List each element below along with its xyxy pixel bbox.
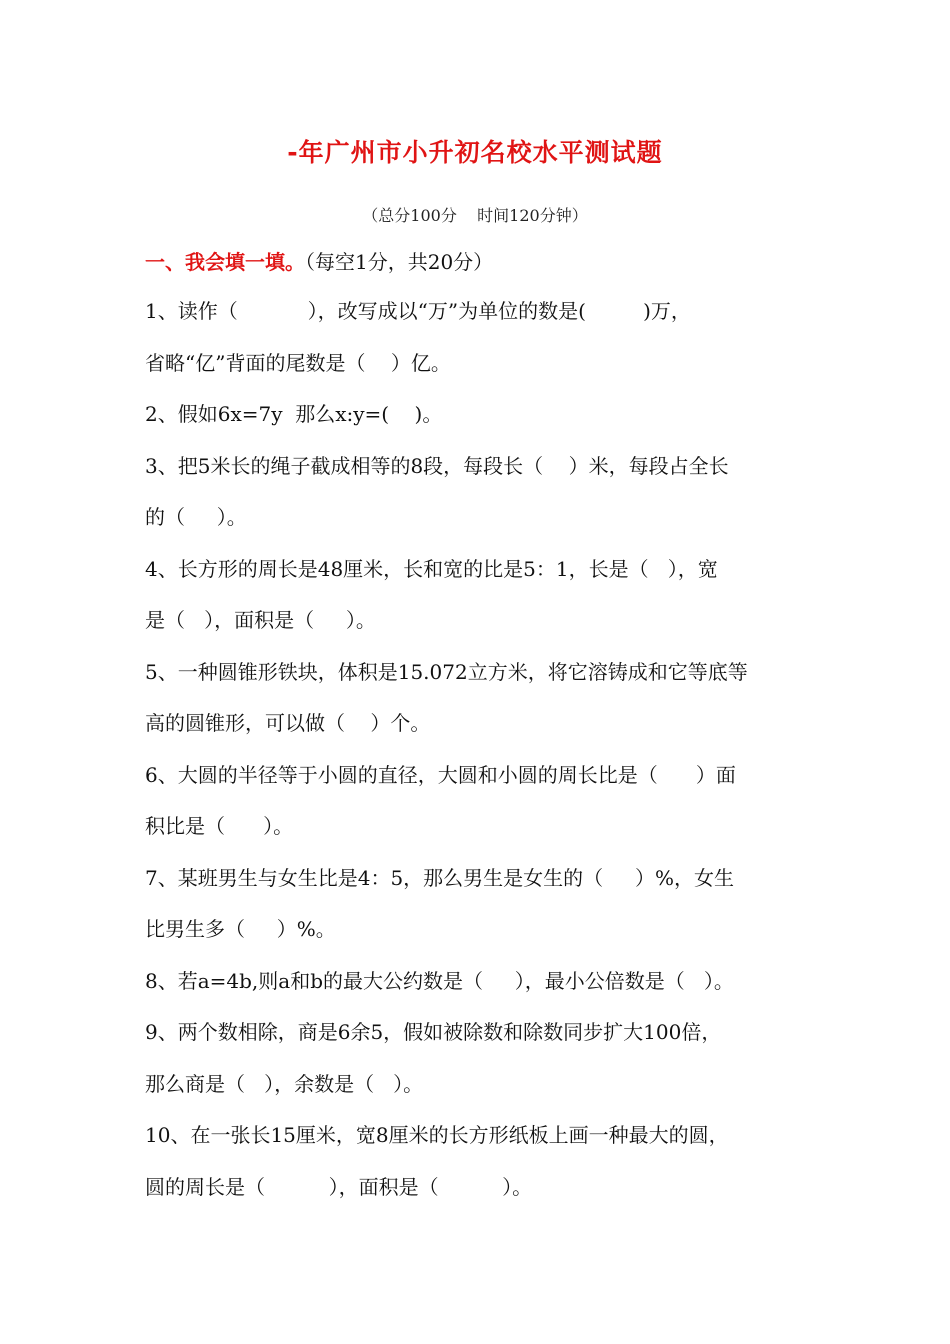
question-line: 9、两个数相除，商是6余5，假如被除数和除数同步扩大100倍， xyxy=(145,1020,722,1044)
section-title: 一、我会填一填。 xyxy=(145,250,305,274)
question-line: 5、一种圆锥形铁块，体积是15.072立方米，将它溶铸成和它等底等 xyxy=(145,660,748,684)
question-line: 8、若a=4b,则a和b的最大公约数是（ ），最小公倍数是（ ）。 xyxy=(145,969,734,993)
question-line: 高的圆锥形，可以做（ ）个。 xyxy=(145,711,431,735)
question-line: 2、假如6x=7y 那么x:y=( )。 xyxy=(145,402,443,426)
question-line: 那么商是（ ），余数是（ ）。 xyxy=(145,1072,424,1096)
page-title: -年广州市小升初名校水平测试题 xyxy=(287,138,663,167)
question-line: 积比是（ ）。 xyxy=(145,814,294,838)
question-line: 6、大圆的半径等于小圆的直径，大圆和小圆的周长比是（ ）面 xyxy=(145,763,736,787)
question-line: 省略“亿”背面的尾数是（ ）亿。 xyxy=(145,351,451,375)
question-line: 比男生多（ ）%。 xyxy=(145,917,336,941)
section-heading xyxy=(145,246,493,275)
question-line: 是（ ），面积是（ ）。 xyxy=(145,608,376,632)
question-line: 3、把5米长的绳子截成相等的8段，每段长（ ）米，每段占全长 xyxy=(145,454,729,478)
question-line: 10、在一张长15厘米，宽8厘米的长方形纸板上画一种最大的圆， xyxy=(145,1123,729,1147)
question-line: 圆的周长是（ ），面积是（ ）。 xyxy=(145,1175,533,1199)
exam-info: （总分100分 时间120分钟） xyxy=(362,206,588,225)
question-line: 4、长方形的周长是48厘米，长和宽的比是5：1，长是（ ），宽 xyxy=(145,557,718,581)
question-line: 7、某班男生与女生比是4：5，那么男生是女生的（ ）%，女生 xyxy=(145,866,734,890)
question-line: 的（ ）。 xyxy=(145,505,247,529)
question-line: 1、读作（ ），改写成以“万”为单位的数是( )万， xyxy=(145,299,691,323)
section-note: （每空1分，共20分） xyxy=(305,250,494,274)
